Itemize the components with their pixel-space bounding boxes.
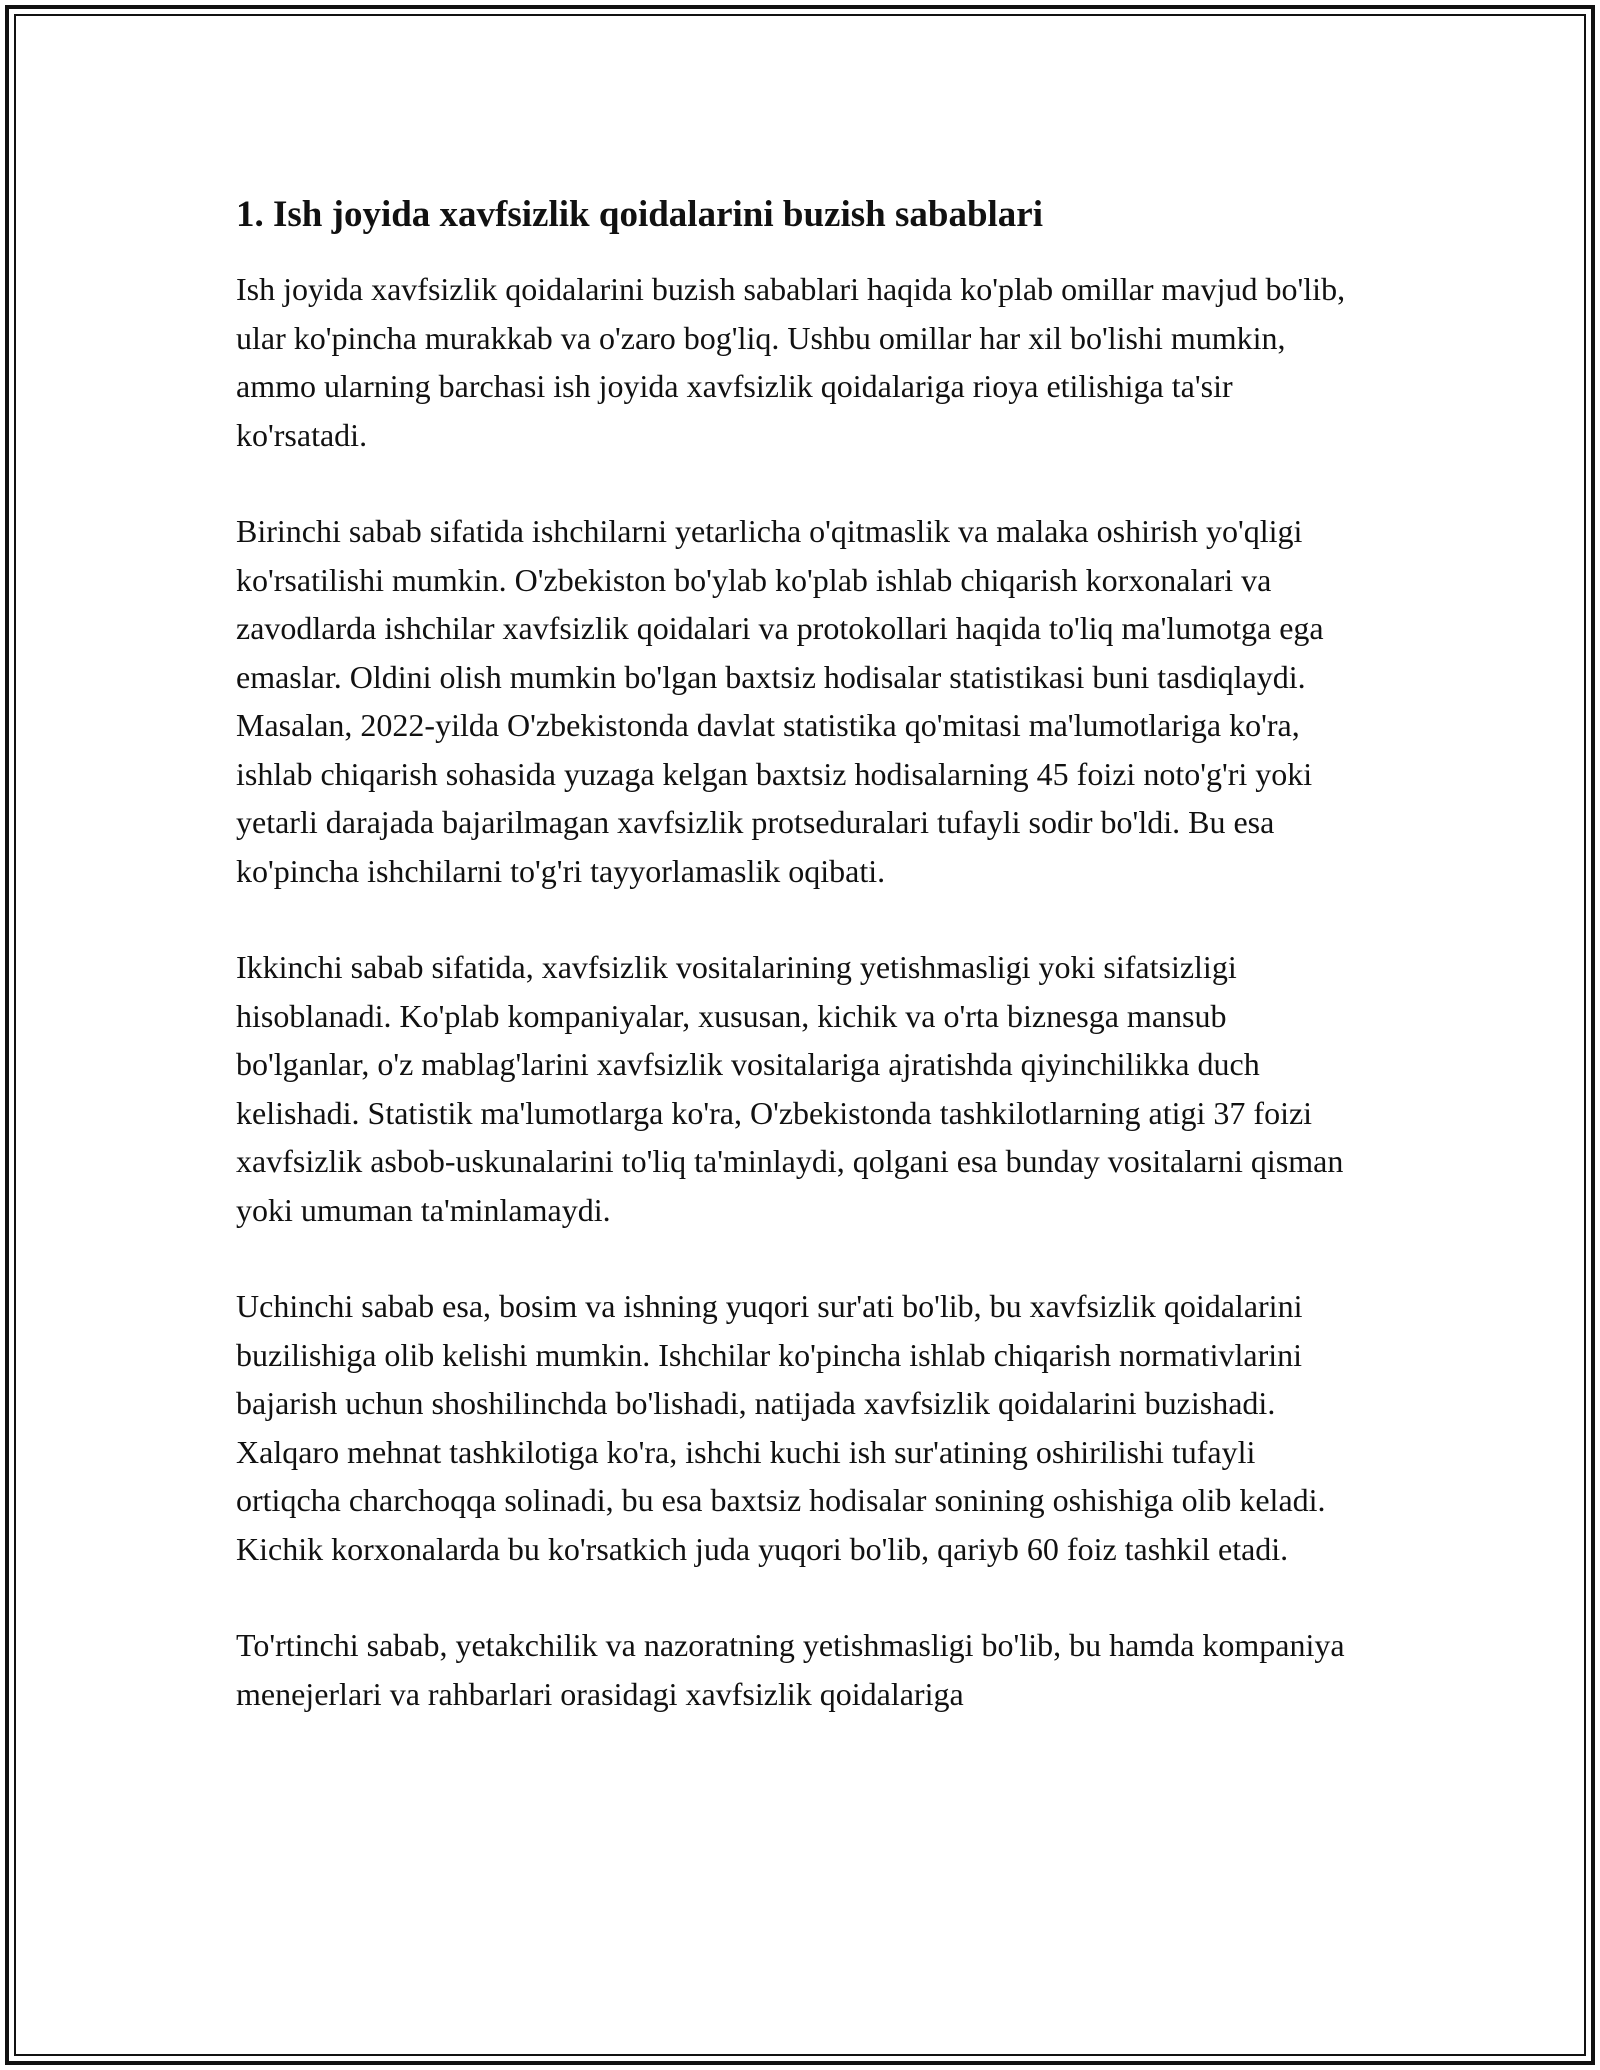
paragraph-second-reason: Ikkinchi sabab sifatida, xavfsizlik vositalarining yetishmasligi yoki sifatsizligi hisoblanadi. Ko'plab kompaniyalar, xususan, kichik va o'rta biznesga mansub bo'lganlar, o'z mablag'larini xavfsizlik vositalariga ajratishda qiyinchilikka duch kelishadi. Statistik ma'lumotlarga ko'ra, O'zbekistonda tashkilotlarning atigi 37 foizi xavfsizlik asbob-uskunalarini to'liq ta'minlaydi, qolgani esa bunday vositalarni qisman yoki umuman ta'minlamaydi.	[236, 949, 1344, 1228]
section-heading: 1. Ish joyida xavfsizlik qoidalarini buzish sabablari	[236, 194, 1044, 235]
paragraph-third-reason: Uchinchi sabab esa, bosim va ishning yuqori sur'ati bo'lib, bu xavfsizlik qoidalarini buzilishiga olib kelishi mumkin. Ishchilar ko'pincha ishlab chiqarish normativlarini bajarish uchun shoshilinchda bo'lishadi, natijada xavfsizlik qoidalarini buzishadi. Xalqaro mehnat tashkilotiga ko'ra, ishchi kuchi ish sur'atining oshirilishi tufayli ortiqcha charchoqqa solinadi, bu esa baxtsiz hodisalar sonining oshishiga olib keladi. Kichik korxonalarda bu ko'rsatkich juda yuqori bo'lib, qariyb 60 foiz tashkil etadi.	[236, 1288, 1326, 1567]
paragraph-intro: Ish joyida xavfsizlik qoidalarini buzish sabablari haqida ko'plab omillar mavjud bo'lib, ular ko'pincha murakkab va o'zaro bog'liq. Ushbu omillar har xil bo'lishi mumkin, ammo ularning barchasi ish joyida xavfsizlik qoidalariga rioya etilishiga ta'sir ko'rsatadi.	[236, 271, 1346, 453]
paragraph-first-reason: Birinchi sabab sifatida ishchilarni yetarlicha o'qitmaslik va malaka oshirish yo'qligi ko'rsatilishi mumkin. O'zbekiston bo'ylab ko'plab ishlab chiqarish korxonalari va zavodlarda ishchilar xavfsizlik qoidalari va protokollari haqida to'liq ma'lumotga ega emaslar. Oldini olish mumkin bo'lgan baxtsiz hodisalar statistikasi buni tasdiqlaydi. Masalan, 2022-yilda O'zbekistonda davlat statistika qo'mitasi ma'lumotlariga ko'ra, ishlab chiqarish sohasida yuzaga kelgan baxtsiz hodisalarning 45 foizi noto'g'ri yoki yetarli darajada bajarilmagan xavfsizlik protseduralari tufayli sodir bo'ldi. Bu esa ko'pincha ishchilarni to'g'ri tayyorlamaslik oqibati.	[236, 513, 1324, 889]
paragraph-fourth-reason: To'rtinchi sabab, yetakchilik va nazoratning yetishmasligi bo'lib, bu hamda kompaniya menejerlari va rahbarlari orasidagi xavfsizlik qoidalariga	[236, 1627, 1345, 1712]
document-body	[236, 185, 1366, 1766]
